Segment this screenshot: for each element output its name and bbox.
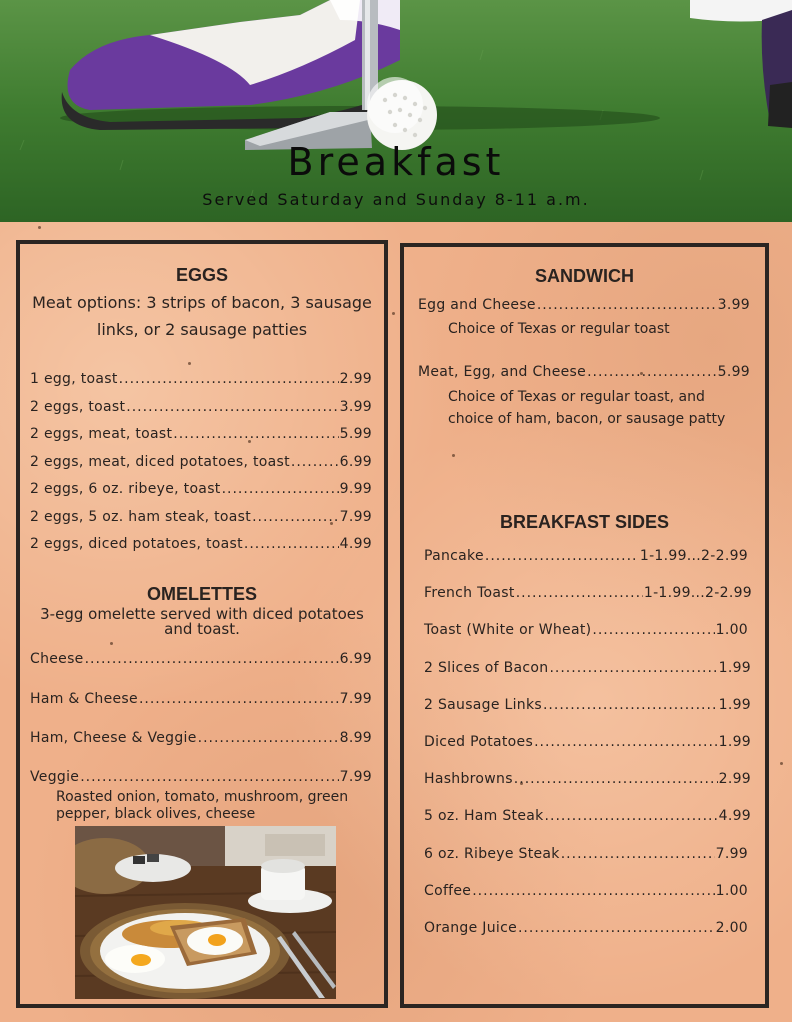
menu-item: [30, 730, 372, 746]
menu-item-name: 2 eggs, meat, diced potatoes, toast: [30, 454, 290, 470]
menu-item-price: 3.99: [717, 297, 750, 313]
menu-item-name: French Toast: [424, 585, 515, 601]
breakfast-plate-icon: [75, 826, 336, 999]
sandwich-heading: SANDWICH: [535, 266, 634, 286]
menu-item-price: 1.99: [718, 660, 751, 676]
menu-item: [418, 297, 750, 313]
menu-item-name: Coffee: [424, 883, 472, 899]
menu-item-price: 6.99: [339, 651, 372, 667]
hero-photo: [0, 0, 792, 222]
menu-item-name: 2 Slices of Bacon: [424, 660, 549, 676]
menu-item-price: 1.00: [715, 883, 748, 899]
menu-item-name: 6 oz. Ribeye Steak: [424, 846, 560, 862]
menu-item-price: 1-1.99...2-2.99: [643, 585, 752, 601]
menu-item: [30, 481, 372, 497]
menu-item-name: 2 eggs, meat, toast: [30, 426, 173, 442]
sides-heading: BREAKFAST SIDES: [499, 512, 670, 532]
menu-item-price: 8.99: [339, 730, 372, 746]
menu-item-price: 1.99: [718, 697, 751, 713]
menu-item: [424, 808, 751, 824]
menu-item-note: Choice of Texas or regular toast: [448, 321, 670, 337]
menu-item-price: 2.99: [718, 771, 751, 787]
menu-item-name: 2 eggs, toast: [30, 399, 126, 415]
menu-item-note: Choice of Texas or regular toast, and choice of ham, bacon, or sausage patty: [448, 389, 726, 427]
golf-putt-icon: [0, 0, 792, 222]
menu-item-name: Pancake: [424, 548, 484, 564]
menu-item-price: 2.00: [715, 920, 748, 936]
menu-item: [30, 426, 372, 442]
menu-item-name: Toast (White or Wheat): [424, 622, 592, 638]
menu-item: [424, 548, 748, 564]
menu-item-price: 7.99: [339, 769, 372, 785]
menu-item: [30, 399, 372, 415]
menu-item-note: Roasted onion, tomato, mushroom, green pepper, black olives, cheese: [56, 789, 349, 822]
menu-item-price: 1.00: [715, 622, 748, 638]
omelettes-description: 3-egg omelette served with diced potatoes and toast.: [40, 605, 364, 638]
menu-item: [30, 454, 372, 470]
menu-item-price: 6.99: [339, 454, 372, 470]
omelettes-heading: OMELETTES: [146, 584, 257, 604]
menu-item-price: 5.99: [339, 426, 372, 442]
menu-item-price: 7.99: [339, 509, 372, 525]
menu-item-price: 1.99: [718, 734, 751, 750]
menu-item: [424, 920, 748, 936]
menu-item-name: 2 eggs, 5 oz. ham steak, toast: [30, 509, 252, 525]
menu-item: [424, 734, 751, 750]
menu-item-name: Diced Potatoes: [424, 734, 534, 750]
menu-item: [418, 364, 750, 380]
menu-item: [30, 651, 372, 667]
menu-item-name: 2 Sausage Links: [424, 697, 542, 713]
menu-item-name: 5 oz. Ham Steak: [424, 808, 544, 824]
menu-item: [424, 585, 752, 601]
page-title: Breakfast: [287, 140, 505, 184]
menu-item: [424, 846, 748, 862]
menu-item: [30, 536, 372, 552]
menu-item-price: 2.99: [339, 371, 372, 387]
menu-item-price: 7.99: [339, 691, 372, 707]
menu-item-name: Meat, Egg, and Cheese: [418, 364, 587, 380]
menu-item-price: 3.99: [339, 399, 372, 415]
menu-item-name: Orange Juice: [424, 920, 517, 936]
menu-item: [424, 622, 748, 638]
menu-item-name: 1 egg, toast: [30, 371, 118, 387]
menu-item-name: Ham & Cheese: [30, 691, 138, 707]
menu-item-name: Cheese: [30, 651, 84, 667]
menu-item-name: 2 eggs, 6 oz. ribeye, toast: [30, 481, 221, 497]
menu-item: [424, 697, 751, 713]
menu-item-name: Egg and Cheese: [418, 297, 536, 313]
menu-item-price: 7.99: [715, 846, 748, 862]
menu-item: [30, 509, 372, 525]
menu-item-price: 4.99: [718, 808, 751, 824]
eggs-description: Meat options: 3 strips of bacon, 3 sausage links, or 2 sausage patties: [32, 293, 372, 339]
menu-item-price: 9.99: [339, 481, 372, 497]
menu-item: [30, 691, 372, 707]
menu-item: [30, 769, 372, 785]
menu-item-price: 5.99: [717, 364, 750, 380]
menu-item-name: Hashbrowns: [424, 771, 513, 787]
breakfast-plate-photo: [75, 826, 336, 999]
menu-item-price: 1-1.99...2-2.99: [639, 548, 748, 564]
page-subtitle: Served Saturday and Sunday 8-11 a.m.: [202, 190, 590, 209]
menu-item: [424, 660, 751, 676]
menu-item-price: 4.99: [339, 536, 372, 552]
eggs-heading: EGGS: [175, 265, 228, 285]
menu-item-name: Veggie: [30, 769, 80, 785]
menu-item: [424, 771, 751, 787]
menu-item: [30, 371, 372, 387]
menu-item-name: 2 eggs, diced potatoes, toast: [30, 536, 243, 552]
menu-item: [424, 883, 748, 899]
menu-item-name: Ham, Cheese & Veggie: [30, 730, 197, 746]
